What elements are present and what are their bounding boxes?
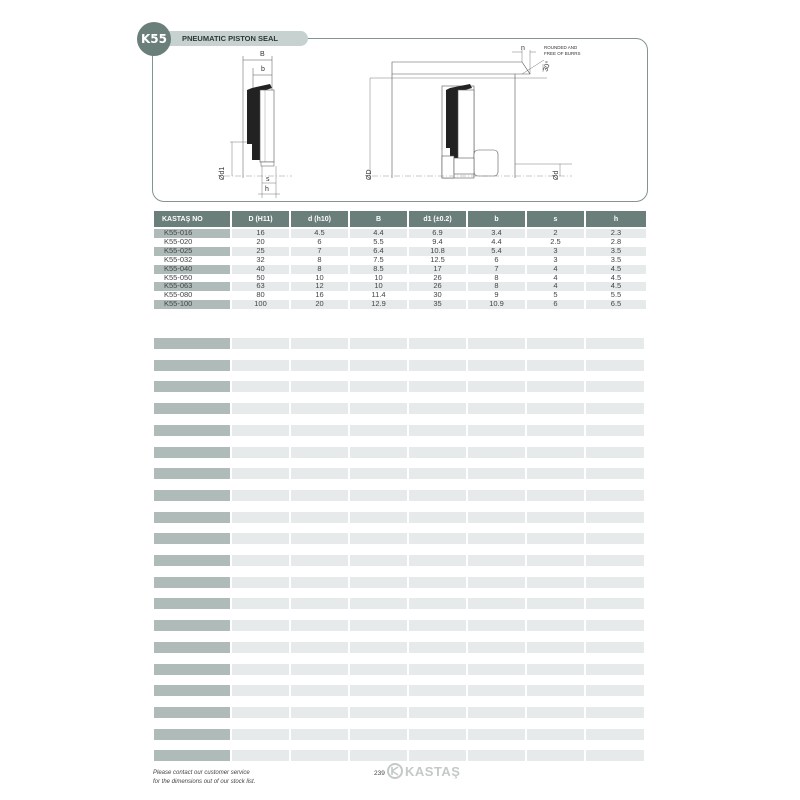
empty-cell	[527, 360, 584, 371]
empty-cell	[468, 490, 525, 501]
empty-cell	[232, 707, 289, 718]
empty-cell	[350, 468, 407, 479]
cell-h: 2.8	[586, 238, 646, 247]
empty-cell	[154, 468, 230, 479]
cell-d: 20	[291, 300, 348, 309]
empty-cell	[409, 577, 466, 588]
specifications-table	[152, 211, 648, 309]
empty-cell	[350, 555, 407, 566]
cell-B: 8.5	[350, 265, 407, 274]
empty-cell	[232, 620, 289, 631]
empty-cell	[291, 360, 348, 371]
empty-cell	[350, 338, 407, 349]
empty-cell	[468, 577, 525, 588]
dim-label-n: n	[521, 45, 525, 52]
col-header-kastas-no: KASTAŞ NO	[154, 211, 230, 227]
table-row	[154, 247, 646, 256]
empty-cell	[154, 664, 230, 675]
col-header-s: s	[527, 211, 584, 227]
cell-D: 100	[232, 300, 289, 309]
empty-cell	[527, 533, 584, 544]
empty-row	[152, 664, 646, 675]
empty-cell	[586, 490, 644, 501]
empty-cell	[291, 750, 348, 761]
empty-row	[152, 338, 646, 349]
cell-part-number: K55-050	[154, 274, 230, 283]
empty-cell	[527, 512, 584, 523]
empty-cell	[586, 642, 644, 653]
page-title: PNEUMATIC PISTON SEAL	[168, 31, 308, 46]
empty-row	[152, 490, 646, 501]
cell-d1: 12.5	[409, 256, 466, 265]
empty-cell	[154, 620, 230, 631]
cell-d1: 17	[409, 265, 466, 274]
cell-b: 4.4	[468, 238, 525, 247]
empty-row	[152, 750, 646, 761]
table-row	[154, 238, 646, 247]
empty-cell	[468, 620, 525, 631]
empty-cell	[350, 685, 407, 696]
empty-row	[152, 685, 646, 696]
empty-cell	[232, 381, 289, 392]
empty-cell	[154, 729, 230, 740]
col-header-b: b	[468, 211, 525, 227]
empty-cell	[232, 577, 289, 588]
cell-B: 10	[350, 282, 407, 291]
empty-cell	[154, 512, 230, 523]
empty-cell	[291, 685, 348, 696]
empty-cell	[232, 750, 289, 761]
cell-part-number: K55-020	[154, 238, 230, 247]
empty-cell	[586, 577, 644, 588]
empty-cell	[232, 729, 289, 740]
empty-cell	[468, 729, 525, 740]
cell-s: 6	[527, 300, 584, 309]
dim-label-angle: 30°	[542, 60, 553, 73]
empty-cell	[409, 360, 466, 371]
empty-cell	[350, 360, 407, 371]
note-burrs: FREE OF BURRS	[544, 51, 581, 56]
empty-cell	[154, 381, 230, 392]
empty-cell	[409, 750, 466, 761]
empty-cell	[409, 490, 466, 501]
empty-cell	[586, 381, 644, 392]
cell-D: 16	[232, 229, 289, 238]
table-row	[154, 274, 646, 283]
empty-cell	[468, 381, 525, 392]
empty-cell	[468, 447, 525, 458]
company-logo	[387, 763, 460, 779]
empty-row	[152, 642, 646, 653]
cell-b: 5.4	[468, 247, 525, 256]
table-row	[154, 229, 646, 238]
cell-B: 6.4	[350, 247, 407, 256]
cell-d1: 26	[409, 274, 466, 283]
cell-D: 50	[232, 274, 289, 283]
cell-s: 5	[527, 291, 584, 300]
cell-s: 3	[527, 247, 584, 256]
cell-s: 2.5	[527, 238, 584, 247]
cell-part-number: K55-032	[154, 256, 230, 265]
cell-h: 4.5	[586, 282, 646, 291]
empty-cell	[291, 664, 348, 675]
cell-h: 4.5	[586, 274, 646, 283]
cell-d1: 35	[409, 300, 466, 309]
cell-D: 63	[232, 282, 289, 291]
empty-cell	[232, 403, 289, 414]
empty-cell	[232, 685, 289, 696]
empty-cell	[468, 533, 525, 544]
col-header-B: B	[350, 211, 407, 227]
empty-cell	[232, 490, 289, 501]
empty-cell	[409, 533, 466, 544]
cell-b: 6	[468, 256, 525, 265]
cell-part-number: K55-063	[154, 282, 230, 291]
cell-s: 4	[527, 265, 584, 274]
empty-cell	[468, 468, 525, 479]
empty-cell	[232, 512, 289, 523]
empty-cell	[586, 447, 644, 458]
empty-cell	[350, 750, 407, 761]
dim-label-B: B	[260, 51, 265, 58]
empty-row	[152, 707, 646, 718]
cell-s: 4	[527, 274, 584, 283]
empty-cell	[291, 707, 348, 718]
empty-cell	[350, 381, 407, 392]
empty-cell	[527, 555, 584, 566]
empty-cell	[350, 729, 407, 740]
empty-cell	[291, 533, 348, 544]
empty-cell	[468, 642, 525, 653]
empty-cell	[468, 750, 525, 761]
empty-cell	[468, 664, 525, 675]
empty-cell	[586, 729, 644, 740]
empty-cell	[350, 664, 407, 675]
cell-d: 7	[291, 247, 348, 256]
dim-label-s: s	[266, 176, 270, 183]
page-number: 239	[374, 770, 385, 777]
empty-cell	[350, 642, 407, 653]
cell-B: 11.4	[350, 291, 407, 300]
empty-row	[152, 512, 646, 523]
dim-label-d: Ød	[553, 170, 560, 180]
empty-cell	[527, 598, 584, 609]
empty-cell	[586, 750, 644, 761]
cell-b: 10.9	[468, 300, 525, 309]
dim-label-d1: Ød1	[219, 166, 226, 180]
empty-cell	[350, 447, 407, 458]
cell-b: 8	[468, 274, 525, 283]
empty-cell	[232, 642, 289, 653]
empty-cell	[154, 598, 230, 609]
empty-cell	[586, 533, 644, 544]
cell-s: 3	[527, 256, 584, 265]
empty-cell	[350, 490, 407, 501]
empty-cell	[527, 664, 584, 675]
empty-cell	[154, 750, 230, 761]
empty-cell	[409, 512, 466, 523]
col-header-d1: d1 (±0.2)	[409, 211, 466, 227]
empty-row	[152, 620, 646, 631]
empty-cell	[527, 642, 584, 653]
cell-b: 8	[468, 282, 525, 291]
empty-cell	[586, 685, 644, 696]
empty-cell	[409, 598, 466, 609]
empty-cell	[350, 425, 407, 436]
seal-section-drawing	[224, 56, 292, 198]
cell-d1: 10.8	[409, 247, 466, 256]
empty-cell	[527, 381, 584, 392]
cell-D: 32	[232, 256, 289, 265]
empty-cell	[291, 403, 348, 414]
empty-cell	[291, 490, 348, 501]
empty-cell	[291, 620, 348, 631]
dim-label-D: ØD	[366, 169, 373, 180]
empty-row	[152, 425, 646, 436]
empty-cell	[232, 664, 289, 675]
empty-cell	[527, 729, 584, 740]
empty-cell	[586, 598, 644, 609]
empty-cell	[291, 555, 348, 566]
cell-s: 4	[527, 282, 584, 291]
cell-d1: 6.9	[409, 229, 466, 238]
cell-h: 5.5	[586, 291, 646, 300]
empty-cell	[291, 598, 348, 609]
note-rounded: ROUNDED AND	[544, 45, 578, 50]
empty-cell	[232, 468, 289, 479]
empty-cell	[409, 620, 466, 631]
empty-cell	[154, 642, 230, 653]
empty-row	[152, 360, 646, 371]
cell-D: 80	[232, 291, 289, 300]
empty-cell	[468, 360, 525, 371]
dim-label-b: b	[261, 66, 265, 73]
empty-row	[152, 533, 646, 544]
empty-cell	[468, 425, 525, 436]
empty-cell	[350, 512, 407, 523]
empty-cell	[527, 468, 584, 479]
empty-cell	[468, 338, 525, 349]
empty-cell	[409, 707, 466, 718]
empty-cell	[291, 381, 348, 392]
cell-d1: 9.4	[409, 238, 466, 247]
empty-cell	[232, 447, 289, 458]
cell-part-number: K55-100	[154, 300, 230, 309]
empty-cell	[291, 729, 348, 740]
empty-cell	[527, 750, 584, 761]
empty-cell	[350, 707, 407, 718]
empty-cell	[350, 620, 407, 631]
cell-d: 10	[291, 274, 348, 283]
empty-cell	[409, 425, 466, 436]
empty-cell	[409, 381, 466, 392]
cell-h: 2.3	[586, 229, 646, 238]
table-row	[154, 282, 646, 291]
cell-part-number: K55-080	[154, 291, 230, 300]
empty-cell	[154, 338, 230, 349]
empty-cell	[291, 425, 348, 436]
empty-cell	[232, 533, 289, 544]
empty-cell	[409, 642, 466, 653]
empty-cell	[232, 338, 289, 349]
table-row	[154, 265, 646, 274]
empty-cell	[527, 447, 584, 458]
cell-b: 3.4	[468, 229, 525, 238]
cell-B: 10	[350, 274, 407, 283]
empty-row	[152, 403, 646, 414]
cell-d: 16	[291, 291, 348, 300]
empty-cell	[291, 447, 348, 458]
cell-B: 12.9	[350, 300, 407, 309]
empty-row	[152, 468, 646, 479]
empty-row	[152, 447, 646, 458]
cell-h: 4.5	[586, 265, 646, 274]
empty-cell	[409, 555, 466, 566]
empty-cell	[154, 707, 230, 718]
empty-cell	[527, 490, 584, 501]
empty-cell	[291, 642, 348, 653]
empty-cell	[154, 447, 230, 458]
empty-cell	[154, 533, 230, 544]
empty-row	[152, 381, 646, 392]
empty-row	[152, 729, 646, 740]
empty-cell	[154, 685, 230, 696]
empty-cell	[527, 707, 584, 718]
empty-cell	[527, 685, 584, 696]
col-header-D: D (H11)	[232, 211, 289, 227]
empty-row	[152, 577, 646, 588]
cell-part-number: K55-016	[154, 229, 230, 238]
empty-cell	[468, 685, 525, 696]
cell-d: 8	[291, 256, 348, 265]
empty-cell	[409, 664, 466, 675]
footnote	[153, 769, 333, 787]
empty-cell	[291, 512, 348, 523]
empty-cell	[291, 468, 348, 479]
cell-h: 3.5	[586, 256, 646, 265]
cell-h: 6.5	[586, 300, 646, 309]
logo-icon	[387, 763, 403, 779]
table-row	[154, 256, 646, 265]
empty-cell	[586, 360, 644, 371]
cell-D: 40	[232, 265, 289, 274]
empty-cell	[586, 664, 644, 675]
cell-d: 8	[291, 265, 348, 274]
empty-cell	[409, 338, 466, 349]
empty-cell	[586, 555, 644, 566]
logo-text: KASTAŞ	[405, 763, 461, 779]
empty-cell	[409, 729, 466, 740]
col-header-h: h	[586, 211, 646, 227]
empty-cell	[527, 403, 584, 414]
empty-cell	[232, 598, 289, 609]
footnote-line-1: Please contact our customer service	[153, 770, 250, 776]
empty-cell	[154, 360, 230, 371]
empty-cell	[350, 533, 407, 544]
empty-cell	[527, 338, 584, 349]
empty-cell	[154, 577, 230, 588]
empty-cell	[468, 707, 525, 718]
empty-cell	[468, 403, 525, 414]
empty-cell	[409, 468, 466, 479]
empty-cell	[291, 577, 348, 588]
empty-row	[152, 555, 646, 566]
empty-cell	[350, 403, 407, 414]
cell-d: 4.5	[291, 229, 348, 238]
cell-d1: 30	[409, 291, 466, 300]
cell-b: 7	[468, 265, 525, 274]
cell-d: 6	[291, 238, 348, 247]
empty-cell	[409, 447, 466, 458]
cell-part-number: K55-040	[154, 265, 230, 274]
table-header-row	[154, 211, 646, 227]
col-header-d: d (h10)	[291, 211, 348, 227]
cell-B: 7.5	[350, 256, 407, 265]
cell-D: 20	[232, 238, 289, 247]
empty-cell	[350, 598, 407, 609]
empty-cell	[527, 577, 584, 588]
empty-cell	[468, 555, 525, 566]
cell-B: 5.5	[350, 238, 407, 247]
empty-cell	[154, 425, 230, 436]
cell-h: 3.5	[586, 247, 646, 256]
empty-cell	[586, 512, 644, 523]
cell-part-number: K55-025	[154, 247, 230, 256]
cell-D: 25	[232, 247, 289, 256]
empty-cell	[586, 707, 644, 718]
empty-cell	[527, 620, 584, 631]
cell-B: 4.4	[350, 229, 407, 238]
empty-cell	[232, 425, 289, 436]
footnote-line-2: for the dimensions out of our stock list.	[153, 779, 256, 785]
table-row	[154, 291, 646, 300]
empty-cell	[232, 360, 289, 371]
empty-row	[152, 598, 646, 609]
cell-d1: 26	[409, 282, 466, 291]
empty-cell	[409, 685, 466, 696]
cell-b: 9	[468, 291, 525, 300]
empty-cell	[154, 490, 230, 501]
empty-cell	[586, 468, 644, 479]
empty-cell	[154, 555, 230, 566]
empty-cell	[468, 512, 525, 523]
empty-cell	[586, 403, 644, 414]
empty-cell	[409, 403, 466, 414]
table-row	[154, 300, 646, 309]
cell-s: 2	[527, 229, 584, 238]
dim-label-h: h	[265, 186, 269, 193]
technical-drawing	[152, 38, 648, 202]
empty-cell	[586, 338, 644, 349]
cell-d: 12	[291, 282, 348, 291]
empty-cell	[586, 620, 644, 631]
empty-cell	[232, 555, 289, 566]
empty-cell	[350, 577, 407, 588]
product-code-badge: K55	[137, 22, 171, 56]
empty-cell	[291, 338, 348, 349]
empty-cell	[154, 403, 230, 414]
empty-cell	[527, 425, 584, 436]
empty-cell	[468, 598, 525, 609]
empty-cell	[586, 425, 644, 436]
